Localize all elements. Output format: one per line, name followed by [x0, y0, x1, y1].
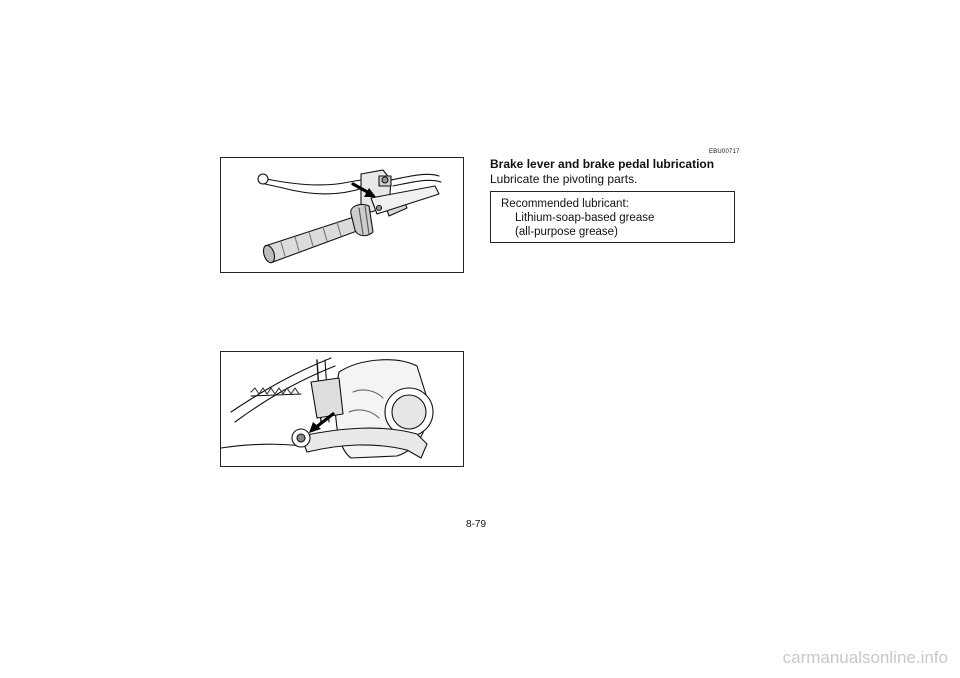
document-code: EBU00717: [709, 149, 740, 155]
section-heading: Brake lever and brake pedal lubrication: [490, 157, 715, 171]
lubricant-label: Recommended lubricant:: [501, 198, 629, 210]
brake-pedal-illustration: [220, 351, 464, 467]
page-number: 8-79: [466, 519, 487, 530]
brake-lever-illustration: [220, 157, 464, 273]
brake-lever-drawing: [221, 158, 463, 272]
lubricant-line-2: (all-purpose grease): [515, 226, 618, 238]
recommended-lubricant-box: [490, 191, 735, 243]
brake-pedal-drawing: [221, 352, 463, 466]
watermark-text: carmanualsonline.info: [782, 648, 948, 667]
lubricant-line-1: Lithium-soap-based grease: [515, 212, 655, 224]
instruction-text: Lubricate the pivoting parts.: [490, 172, 638, 186]
